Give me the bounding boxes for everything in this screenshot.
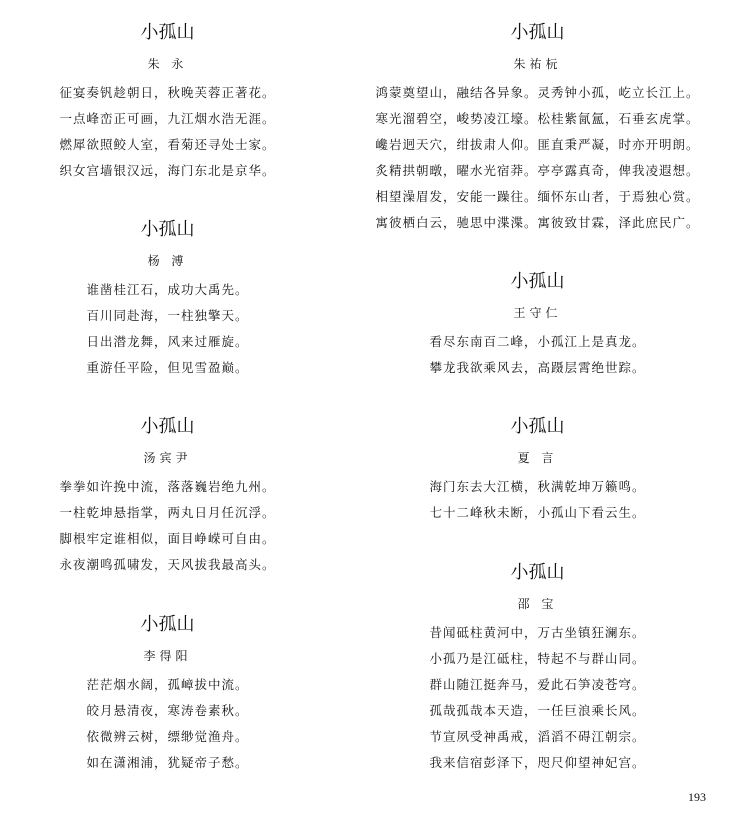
poem-line: 炙精拱朝暾，曜水光宿莽。亭亭露真奇，俾我凌遐想。 [375,163,700,178]
poem-line: 织女宫墙银汉远，海门东北是京华。 [59,163,276,178]
poem-title: 小孤山 [510,271,565,292]
poem-line: 一柱乾坤悬指掌，两丸日月任沉浮。 [59,505,276,520]
poem-line: 小孤乃是江砥柱，特起不与群山同。 [429,651,646,666]
poem-author: 夏 言 [517,451,558,465]
poem-title: 小孤山 [510,562,565,583]
poem-line: 节宣夙受神禹戒，滔滔不碍江朝宗。 [429,729,646,744]
poem-author: 朱 永 [147,57,188,71]
poem-line: 皎月悬清夜，寒涛卷素秋。 [86,703,249,718]
poem-line: 寒光溜碧空，峻势凌江壕。松桂紫氤氲，石垂玄虎掌。 [375,111,700,126]
poem-title: 小孤山 [140,416,195,437]
poem-zhu-yong [30,22,305,184]
poem-title: 小孤山 [510,416,565,437]
poem-zhu-youyuan [355,22,720,236]
poem-line: 一点峰峦正可画，九江烟水浩无涯。 [59,111,276,126]
poem-shao-bao [355,562,720,776]
poem-line: 日出潜龙舞，风来过雁旋。 [86,334,249,349]
poem-author: 杨 溥 [147,254,188,268]
poem-author: 王守仁 [513,306,562,320]
poem-line: 攀龙我欲乘风去，高蹑层霄绝世踪。 [429,360,646,375]
poem-line: 燃犀欲照鲛人室，看菊还寻处士家。 [59,137,276,152]
poem-line: 看尽东南百二峰，小孤江上是真龙。 [429,334,646,349]
poem-line: 脚根牢定谁相似，面目峥嵘可自由。 [59,531,276,546]
poem-line: 昔闻砥柱黄河中，万古坐镇狂澜东。 [429,625,646,640]
poem-author: 李得阳 [143,649,192,663]
poem-line: 征宴奏钒趁朝日，秋晚芙蓉正著花。 [59,85,276,100]
poem-line: 群山随江挺奔马，爱此石笋凌苍穹。 [429,677,646,692]
poem-yang-pu [30,219,305,381]
poem-line: 相望澡眉发，安能一躁往。缅怀东山者，于焉独心赏。 [375,189,700,204]
poem-author: 邵 宝 [517,597,558,611]
poem-line: 永夜潮鸣孤啸发，天风拔我最高头。 [59,557,276,572]
poem-tang-binyin [30,416,305,578]
poem-line: 茫茫烟水阔，孤嶂拔中流。 [86,677,249,692]
poem-wang-shouren [355,271,720,381]
poem-line: 海门东去大江横，秋满乾坤万籁鸣。 [429,479,646,494]
poem-xia-yan [355,416,720,526]
poem-line: 我来信宿彭泽下，咫尺仰望神妃宫。 [429,755,646,770]
poem-line: 依微辨云树，缥缈觉渔舟。 [86,729,249,744]
poem-line: 谁凿桂江石，成功大禹先。 [86,282,249,297]
poem-title: 小孤山 [510,22,565,43]
poem-li-deyang [30,614,305,776]
poem-line: 巉岩迥天穴，绀拔肃人仰。匪直秉严凝，时亦开明朗。 [375,137,700,152]
poem-author: 汤宾尹 [143,451,192,465]
poem-line: 重游任平险，但见雪盈巅。 [86,360,249,375]
poem-line: 如在潇湘浦，犹疑帝子愁。 [86,755,249,770]
poem-title: 小孤山 [140,614,195,635]
poem-title: 小孤山 [140,219,195,240]
poem-line: 拳拳如许挽中流，落落巍岩绝九州。 [59,479,276,494]
poem-line: 七十二峰秋未断，小孤山下看云生。 [429,505,646,520]
poem-author: 朱祐杬 [513,57,562,71]
poem-line: 寓彼栖白云，驰思中渫渫。寓彼致甘霖，泽此庶民广。 [375,215,700,230]
poem-line: 百川同赴海，一柱独擎天。 [86,308,249,323]
poem-line: 鸿蒙奠望山，融结各异象。灵秀钟小孤，屹立长江上。 [375,85,700,100]
poem-title: 小孤山 [140,22,195,43]
page-number: 193 [688,790,706,804]
poem-line: 孤哉孤哉本天造，一任巨浪乘长风。 [429,703,646,718]
